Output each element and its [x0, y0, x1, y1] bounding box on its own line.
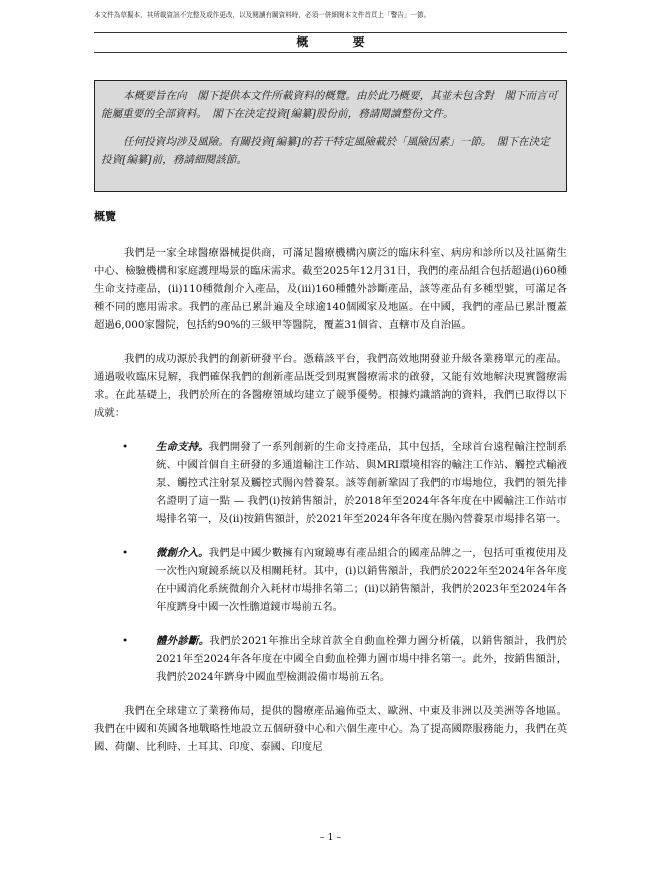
document-body: [94, 244, 567, 772]
bullet-dot-icon: •: [122, 635, 129, 647]
title-bottom-rule: [94, 52, 567, 53]
section-heading-overview: 概覽: [94, 210, 116, 223]
notice-paragraph: 任何投資均涉及風險。有關投資[編纂]的若干特定風險載於「風險因素」一節。 閣下在決定投資[編纂]前，務請細閱該節。: [101, 136, 550, 166]
bullet-item-life-support: [94, 438, 567, 528]
notice-paragraph: 本概要旨在向 閣下提供本文件所載資料的概覽。由於此乃概要，其並未包含對 閣下而言可能屬重要的全部資料。 閣下在決定投資[編纂]股份前，務請閱讀整份文件。: [101, 90, 558, 120]
bullet-dot-icon: •: [122, 441, 129, 453]
bullet-dot-icon: •: [122, 547, 129, 559]
body-paragraph: 我們是一家全球醫療器械提供商，可滿足醫療機構內廣泛的臨床科室、病房和診所以及社區衛生中心、檢驗機構和家庭護理場景的臨床需求。截至2025年12月31日，我們的產品組合包括超過(i)60種生命支持產品，(ii)110種微創介入產品，及(iii)160種體外診斷產品，該等產品有多種型號，可滿足各種不同的應用需求。我們的產品已累計遍及全球逾140個國家及地區。在中國，我們的產品已累計覆蓋超過6,000家醫院，包括約90%的三級甲等醫院，覆蓋31個省、直轄市及自治區。: [94, 247, 567, 331]
bullet-item-minimally-invasive: [94, 544, 567, 616]
bullet-text: 我們於2021年推出全球首款全自動血栓彈力圖分析儀，以銷售額計，我們於2021年至2024年各年度在中國全自動血栓彈力圖市場中排名第一。此外，按銷售額計，我們於2024年躋身中國血型檢測設備市場前五名。: [156, 635, 567, 683]
bullet-title: 體外診斷。: [156, 635, 210, 647]
title-top-rule: [94, 32, 567, 33]
bullet-title: 微創介入。: [156, 547, 209, 559]
body-paragraph: 我們在全球建立了業務佈局，提供的醫療產品遍佈亞太、歐洲、中東及非洲以及美洲等各地區。我們在中國和英國各地戰略性地設立五個研發中心和六個生產中心。為了提高國際服務能力，我們在英國、荷蘭、比利時、土耳其、印度、泰國、印度尼: [94, 705, 567, 753]
bullet-title: 生命支持。: [156, 441, 209, 453]
bullet-text: 我們是中國少數擁有內窺鏡專有產品組合的國產品牌之一，包括可重複使用及一次性內窺鏡系統以及相關耗材。其中，(i)以銷售額計，我們於2022年至2024年各年度在中國消化系統微創介入耗材市場排名第二；(ii)以銷售額計，我們於2023年至2024年各年度躋身中國一次性膽道鏡市場前五名。: [156, 547, 568, 613]
bullet-item-ivd: [94, 632, 567, 686]
header-disclaimer: 本文件為草擬本，其所載資訊不完整及或作更改，以及閱讀有關資料時，必須一併細閱本文件首頁上「警告」一節。: [94, 11, 431, 19]
summary-notice-box: [94, 80, 567, 192]
page-title: 概 要: [296, 35, 385, 49]
bullet-text: 我們開發了一系列創新的生命支持產品，其中包括，全球首台遠程輸注控制系統、中國首個自主研發的多通道輸注工作站、與MRI環境相容的輸注工作站、觸控式輸液泵、觸控式注射泵及觸控式腸內營養泵。該等創新鞏固了我們的市場地位，我們的領先排名證明了這一點 — 我們(i)按銷售額計，於2018年至2024年各年度在中國輸注工作站市場排名第一，及(ii)按銷售額計，於2021年至2024年各年度在腸內營養泵市場排名第一。: [156, 441, 568, 525]
body-paragraph: 我們的成功源於我們的創新研發平台。憑藉該平台，我們高效地開發並升級各業務單元的產品。通過吸收臨床見解，我們確保我們的創新產品既受到現實醫療需求的啟發，又能有效地解決現實醫療需求。在此基礎上，我們於所在的各醫療領域均建立了競爭優勢。根據灼識諮詢的資料，我們已取得以下成就：: [94, 353, 567, 419]
page-number: – 1 –: [319, 832, 342, 843]
